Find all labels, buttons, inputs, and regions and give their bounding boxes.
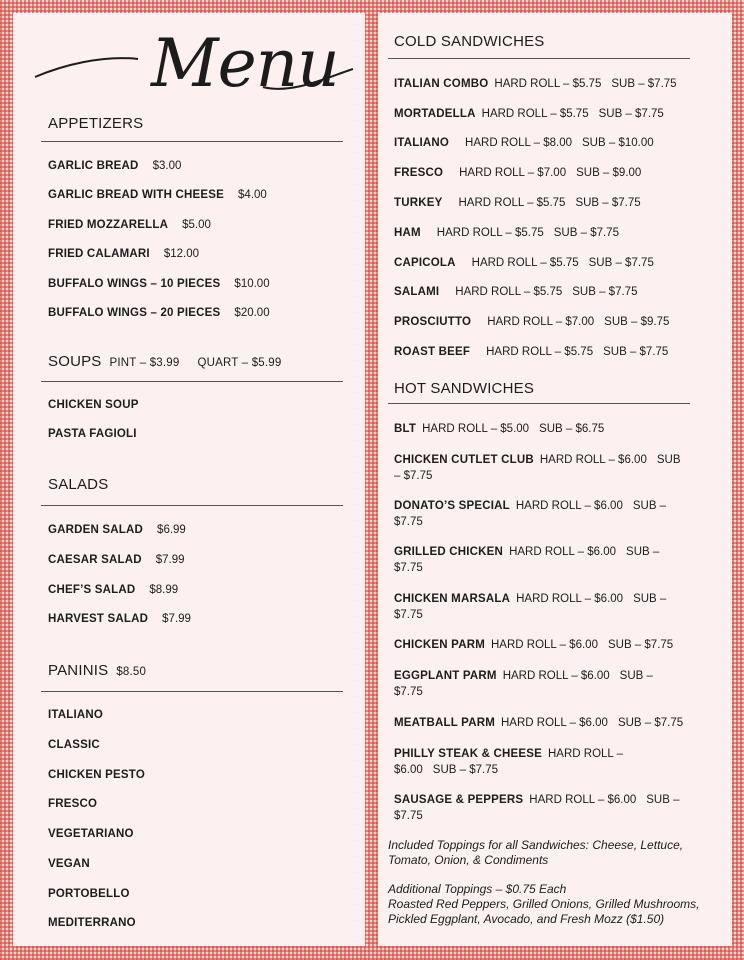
menu-item: VEGETARIANO (48, 828, 134, 840)
menu-item: GARLIC BREAD WITH CHEESE $4.00 (48, 189, 267, 201)
hot-sandwiches-divider (388, 403, 690, 404)
menu-item: CAPICOLA HARD ROLL – $5.75 SUB – $7.75 (394, 257, 654, 269)
menu-item: BLT HARD ROLL – $5.00 SUB – $6.75 (394, 423, 605, 435)
menu-item: CHICKEN PARM HARD ROLL – $6.00 SUB – $7.75 (394, 639, 674, 651)
menu-item: MEDITERRANO (48, 917, 136, 929)
menu-item: GRILLED CHICKEN HARD ROLL – $6.00 SUB – $7.75 (394, 546, 660, 574)
salads-heading: SALADS (48, 476, 109, 493)
menu-item: ITALIAN COMBO HARD ROLL – $5.75 SUB – $7.75 (394, 78, 677, 90)
included-toppings-note: Included Toppings for all Sandwiches: Cheese, Lettuce, Tomato, Onion, & Condiments (388, 838, 684, 867)
menu-item: FRIED MOZZARELLA $5.00 (48, 219, 211, 231)
menu-item: PORTOBELLO (48, 888, 130, 900)
cold-sandwiches-divider (388, 58, 690, 59)
menu-item: VEGAN (48, 858, 90, 870)
menu-title: Menu (151, 25, 339, 102)
menu-item: SALAMI HARD ROLL – $5.75 SUB – $7.75 (394, 286, 638, 298)
menu-item: FRESCO HARD ROLL – $7.00 SUB – $9.00 (394, 167, 642, 179)
hot-sandwiches-heading: HOT SANDWICHES (394, 380, 535, 397)
menu-item: SAUSAGE & PEPPERS HARD ROLL – $6.00 SUB – $7.75 (394, 794, 680, 822)
menu-item: CHICKEN PESTO (48, 769, 145, 781)
menu-item: HAM HARD ROLL – $5.75 SUB – $7.75 (394, 227, 619, 239)
appetizers-heading: APPETIZERS (48, 115, 144, 132)
menu-item: BUFFALO WINGS – 10 PIECES $10.00 (48, 278, 270, 290)
menu-item: PHILLY STEAK & CHEESE HARD ROLL – $6.00 SUB – $7.75 (394, 748, 623, 776)
appetizers-divider (41, 141, 343, 142)
soups-divider (41, 381, 343, 382)
menu-item: EGGPLANT PARM HARD ROLL – $6.00 SUB – $7.75 (394, 670, 653, 698)
salads-divider (41, 505, 343, 506)
menu-item: CHICKEN SOUP (48, 399, 139, 411)
cold-sandwiches-heading: COLD SANDWICHES (394, 33, 545, 50)
menu-item: MORTADELLA HARD ROLL – $5.75 SUB – $7.75 (394, 108, 664, 120)
menu-item: ITALIANO (48, 709, 104, 721)
menu-item: CHICKEN MARSALA HARD ROLL – $6.00 SUB – $7.75 (394, 593, 667, 621)
left-menu-panel (13, 13, 365, 946)
additional-toppings-note: Additional Toppings – $0.75 Each Roasted Red Peppers, Grilled Onions, Grilled Mushrooms, Pickled Eggplant, Avocado, and Fresh Mozz ($1.50) (388, 882, 700, 926)
menu-item: CAESAR SALAD $7.99 (48, 554, 185, 566)
menu-item: ROAST BEEF HARD ROLL – $5.75 SUB – $7.75 (394, 346, 669, 358)
paninis-heading: PANINIS $8.50 (48, 662, 147, 679)
menu-logo (33, 25, 355, 117)
right-menu-panel (378, 13, 732, 946)
menu-item: GARDEN SALAD $6.99 (48, 524, 186, 536)
menu-item: FRIED CALAMARI $12.00 (48, 248, 200, 260)
menu-item: HARVEST SALAD $7.99 (48, 613, 191, 625)
menu-item: FRESCO (48, 798, 98, 810)
menu-item: DONATO’S SPECIAL HARD ROLL – $6.00 SUB – $7.75 (394, 500, 667, 528)
menu-item: MEATBALL PARM HARD ROLL – $6.00 SUB – $7.75 (394, 717, 684, 729)
menu-item: BUFFALO WINGS – 20 PIECES $20.00 (48, 307, 270, 319)
menu-item: PASTA FAGIOLI (48, 428, 137, 440)
menu-item: CLASSIC (48, 739, 100, 751)
soups-heading: SOUPS PINT – $3.99 QUART – $5.99 (48, 353, 282, 370)
menu-item: CHEF’S SALAD $8.99 (48, 584, 179, 596)
menu-item: CHICKEN CUTLET CLUB HARD ROLL – $6.00 SUB – $7.75 (394, 454, 681, 482)
paninis-divider (41, 691, 343, 692)
menu-item: PROSCIUTTO HARD ROLL – $7.00 SUB – $9.75 (394, 316, 670, 328)
menu-item: GARLIC BREAD $3.00 (48, 160, 182, 172)
menu-item: TURKEY HARD ROLL – $5.75 SUB – $7.75 (394, 197, 641, 209)
menu-item: ITALIANO HARD ROLL – $8.00 SUB – $10.00 (394, 137, 654, 149)
